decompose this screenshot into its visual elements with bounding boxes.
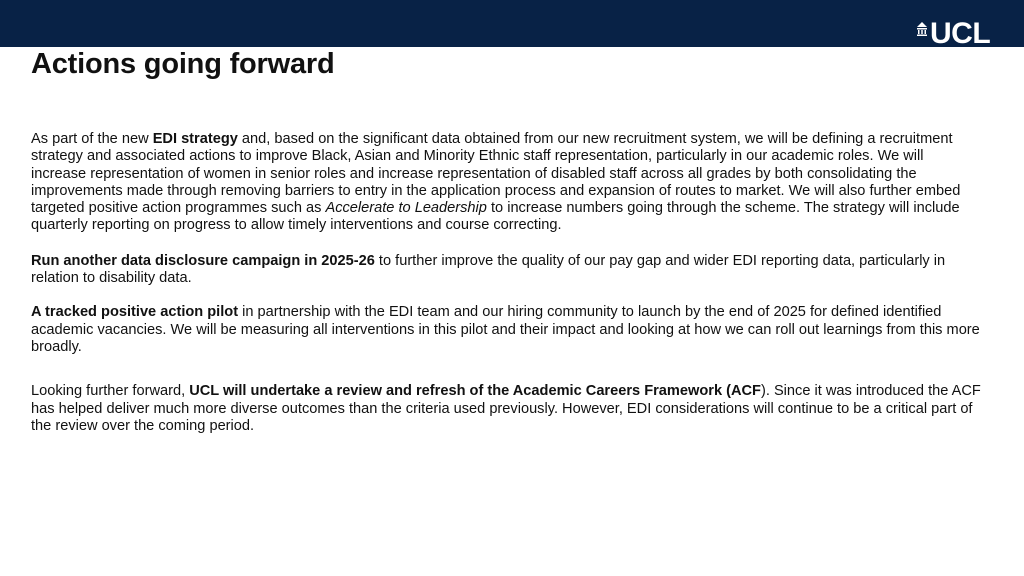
bold-text: A tracked positive action pilot xyxy=(31,304,239,321)
ucl-portico-icon xyxy=(916,22,928,36)
bold-text: EDI strategy xyxy=(152,131,238,147)
bold-text: UCL will undertake a review and refresh of the Academic Careers Framework (ACF xyxy=(189,383,761,400)
paragraph-data-disclosure xyxy=(31,253,981,288)
bold-text: Run another data disclosure campaign in 2025-26 xyxy=(31,252,375,269)
page-title: Actions going forward xyxy=(31,48,335,80)
italic-text: Accelerate to Leadership xyxy=(325,200,487,217)
text-segment: ). Since it was introduced the ACF has helped deliver much more diverse outcomes than the criteria used previously. However, EDI considerations will continue to be a critical part of the review over the coming period. xyxy=(31,383,981,434)
text-segment: in partnership with the EDI team and our hiring community to launch by the end of 2025 for defined identified academic vacancies. We will be measuring all interventions in this pilot and their impact and looking at how we can roll out learnings from this more broadly. xyxy=(31,304,980,355)
text-segment: to further improve the quality of our pay gap and wider EDI reporting data, particularly in relation to disability data. xyxy=(31,252,946,287)
paragraph-acf-review xyxy=(31,383,981,435)
logo-text: UCL xyxy=(930,17,991,50)
body-content xyxy=(31,131,981,435)
ucl-logo xyxy=(916,17,991,50)
text-segment: and, based on the significant data obtained from our new recruitment system, we will be defining a recruitment strategy and associated actions to improve Black, Asian and Minority Ethnic staff representation, particularly in our academic roles. We will increase representation of women in senior roles and increase representation of disabled staff across all grades by both consolidating the improvements made through removing barriers to entry in the application process and expansion of routes to market. We will also further embed targeted positive action programmes such as xyxy=(31,131,961,217)
paragraph-edi-strategy xyxy=(31,131,981,235)
text-segment: to increase numbers going through the scheme. The strategy will include quarterly reporting on progress to allow timely interventions and course correcting. xyxy=(31,200,960,234)
text-segment: As part of the new xyxy=(31,131,153,147)
paragraph-positive-action-pilot xyxy=(31,304,981,356)
header-bar xyxy=(0,0,1024,50)
text-segment: Looking further forward, xyxy=(31,383,190,400)
